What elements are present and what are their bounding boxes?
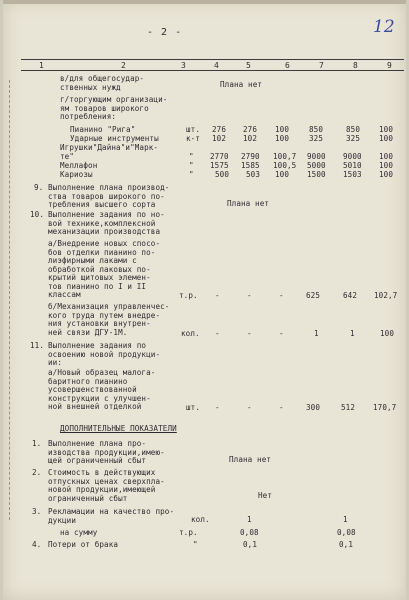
header-bottom-rule xyxy=(21,70,404,71)
handwritten-page-number: 12 xyxy=(373,17,395,37)
cell: - xyxy=(279,291,284,300)
section-heading: ДОПОЛНИТЕЛЬНЫЕ ПОКАЗАТЕЛИ xyxy=(60,424,177,433)
cell: 276 xyxy=(212,125,227,134)
cell: 9000 xyxy=(343,152,362,161)
cell: 0,1 xyxy=(243,540,258,549)
row-label: Ударные инструменты xyxy=(70,134,159,143)
cell: 5000 xyxy=(307,161,326,170)
scan-top-edge xyxy=(3,0,406,4)
col-num-8: 8 xyxy=(353,61,358,70)
row-number: 2. xyxy=(32,468,42,477)
cell: 0,1 xyxy=(339,540,354,549)
cell: 642 xyxy=(343,291,358,300)
row-unit: т.р. xyxy=(179,291,198,300)
cell: - xyxy=(215,291,220,300)
cell: 100 xyxy=(275,170,290,179)
cell: 1 xyxy=(247,515,252,524)
row-unit: т.р. xyxy=(179,528,198,537)
row-unit: кол. xyxy=(181,329,200,338)
cell: 325 xyxy=(309,134,324,143)
col-num-3: 3 xyxy=(181,61,186,70)
row-value-text: Нет xyxy=(258,491,273,500)
row-label: а/Новый образец малога- баритного пианино усовершенствованной конструкции с улучшен- ной внешней отделкой xyxy=(48,368,156,411)
row-label: в/для общегосудар- ственных нужд xyxy=(60,74,145,92)
cell: - xyxy=(279,403,284,412)
cell: 100 xyxy=(379,134,394,143)
cell: 100,5 xyxy=(273,161,297,170)
cell: 503 xyxy=(246,170,261,179)
cell: 300 xyxy=(306,403,321,412)
row-label: а/Внедрение новых спосо- бов отделки пианино по- лиэфирными лаками с обработкой лаковых по- крытий щитовых элемен- тов пианино по I и II классам xyxy=(48,239,161,299)
cell: 100 xyxy=(379,161,394,170)
row-unit: к-т xyxy=(186,134,201,143)
cell: 100 xyxy=(379,152,394,161)
row-label: Выполнение задания по освоению новой продукци- ии: xyxy=(48,341,161,367)
cell: 0,08 xyxy=(240,528,259,537)
row-label: Выполнение задания по но- вой технике,комплексной механизации производства xyxy=(48,210,165,236)
cell: 9000 xyxy=(307,152,326,161)
row-number: 3. xyxy=(32,507,42,516)
col-num-9: 9 xyxy=(387,61,392,70)
row-label: Меллафон xyxy=(60,161,98,170)
cell: 102,7 xyxy=(374,291,398,300)
cell: 100 xyxy=(379,125,394,134)
row-value-text: Плана нет xyxy=(229,455,272,464)
cell: 276 xyxy=(243,125,258,134)
cell: 512 xyxy=(341,403,356,412)
cell: 170,7 xyxy=(373,403,397,412)
row-label: на сумму xyxy=(60,528,98,537)
row-label: Стоимость в действующих отпускных ценах сверхпла- новой продукции,имеющей ограниченный сбыт xyxy=(48,468,165,503)
cell: - xyxy=(215,329,220,338)
row-number: 11. xyxy=(30,341,45,350)
row-label: Выполнение плана про- изводства продукции,имею- щей ограниченный сбыт xyxy=(48,439,165,465)
cell: 850 xyxy=(346,125,361,134)
binding-margin xyxy=(9,80,14,520)
cell: 100 xyxy=(275,134,290,143)
row-label: Кариозы xyxy=(60,170,93,179)
row-value-text: Плана нет xyxy=(227,199,270,208)
header-top-rule xyxy=(21,59,404,60)
cell: 325 xyxy=(346,134,361,143)
col-num-2: 2 xyxy=(121,61,126,70)
cell: 2790 xyxy=(241,152,260,161)
cell: 1503 xyxy=(343,170,362,179)
cell: 1500 xyxy=(307,170,326,179)
col-num-4: 4 xyxy=(214,61,219,70)
cell: - xyxy=(279,329,284,338)
row-unit: кол. xyxy=(191,515,210,524)
cell: 102 xyxy=(243,134,258,143)
row-label: Рекламации на качество про- дукции xyxy=(48,507,175,525)
cell: 100 xyxy=(379,170,394,179)
cell: 1 xyxy=(314,329,319,338)
row-unit: " xyxy=(189,170,194,179)
row-unit: " xyxy=(189,152,194,161)
col-num-7: 7 xyxy=(319,61,324,70)
cell: - xyxy=(247,329,252,338)
col-num-6: 6 xyxy=(285,61,290,70)
page-number: - 2 - xyxy=(147,27,183,38)
cell: 2770 xyxy=(210,152,229,161)
row-unit: шт. xyxy=(186,403,201,412)
row-label: Игрушки"Дайна"и"Марк- те" xyxy=(60,143,159,161)
cell: 1575 xyxy=(210,161,229,170)
row-label: Выполнение плана производ- ства товаров широкого по- требления высшего сорта xyxy=(48,183,170,209)
cell: 625 xyxy=(306,291,321,300)
row-label: Потери от брака xyxy=(48,540,119,549)
row-label: б/Механизация управленчес- кого труда путем внедре- ния установки внутрен- ней связи ДГУ-1М. xyxy=(48,302,170,337)
cell: 500 xyxy=(215,170,230,179)
row-label: г/торгующим организаци- ям товаров широкого потребления: xyxy=(60,95,168,121)
cell: 1585 xyxy=(241,161,260,170)
row-number: 1. xyxy=(32,439,42,448)
row-unit: " xyxy=(189,161,194,170)
row-unit: шт. xyxy=(186,125,201,134)
cell: 100,7 xyxy=(273,152,297,161)
cell: - xyxy=(247,403,252,412)
cell: 850 xyxy=(309,125,324,134)
cell: - xyxy=(247,291,252,300)
cell: 5010 xyxy=(343,161,362,170)
cell: 1 xyxy=(350,329,355,338)
cell: 100 xyxy=(275,125,290,134)
row-label: Пианино "Рига" xyxy=(70,125,136,134)
col-num-5: 5 xyxy=(246,61,251,70)
cell: 1 xyxy=(343,515,348,524)
cell: 102 xyxy=(212,134,227,143)
document-page xyxy=(3,0,406,600)
row-value-text: Плана нет xyxy=(220,80,263,89)
row-number: 10. xyxy=(30,210,45,219)
cell: - xyxy=(215,403,220,412)
row-unit: " xyxy=(193,540,198,549)
cell: 100 xyxy=(380,329,395,338)
cell: 0,08 xyxy=(337,528,356,537)
row-number: 4. xyxy=(32,540,42,549)
row-number: 9. xyxy=(34,183,44,192)
col-num-1: 1 xyxy=(39,61,44,70)
